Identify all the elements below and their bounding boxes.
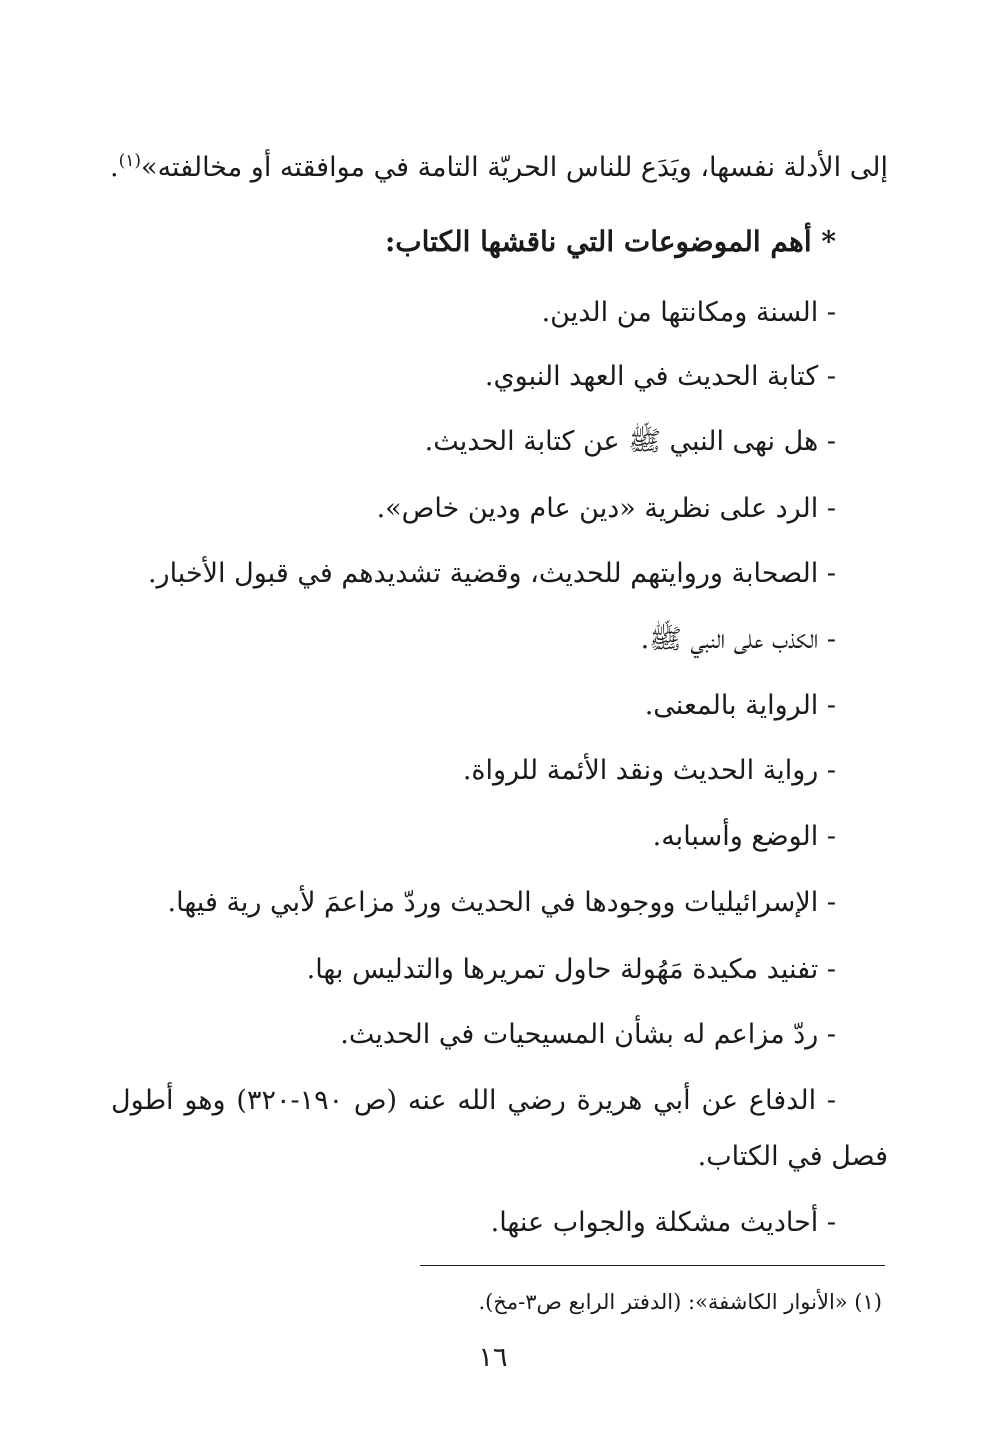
list-item: - الكذب على النبي ﷺ.	[640, 624, 836, 655]
list-item: - هل نهى النبي ﷺ عن كتابة الحديث.	[424, 426, 836, 457]
list-item: - الرد على نظرية «دين عام ودين خاص».	[376, 493, 836, 524]
list-item: - الرواية بالمعنى.	[644, 690, 836, 721]
list-item: - كتابة الحديث في العهد النبوي.	[484, 361, 836, 392]
list-item-long-line2: فصل في الكتاب.	[697, 1141, 888, 1172]
list-item: - الإسرائيليات ووجودها في الحديث وردّ مزاعمَ لأبي رية فيها.	[167, 887, 836, 918]
intro-line	[110, 148, 888, 188]
list-item: - الوضع وأسبابه.	[652, 821, 836, 852]
section-heading: * أهم الموضوعات التي ناقشها الكتاب:	[384, 225, 836, 258]
footnote-divider	[420, 1265, 885, 1266]
intro-end: .	[110, 152, 119, 183]
list-item: - ردّ مزاعم له بشأن المسيحيات في الحديث.	[340, 1019, 836, 1050]
footnote: (١) «الأنوار الكاشفة»: (الدفتر الرابع ص٣-مخ).	[478, 1290, 882, 1314]
list-item-long-line1: - الدفاع عن أبي هريرة رضي الله عنه (ص ١٩٠-٣٢٠) وهو أطول	[111, 1085, 836, 1116]
intro-text: إلى الأدلة نفسها، ويَدَع للناس الحريّة التامة في موافقته أو مخالفته»	[141, 152, 888, 183]
list-item: - السنة ومكانتها من الدين.	[541, 297, 836, 328]
list-item: - أحاديث مشكلة والجواب عنها.	[490, 1207, 836, 1238]
list-item: - الصحابة وروايتهم للحديث، وقضية تشديدهم في قبول الأخبار.	[147, 558, 836, 589]
list-item: - تفنيد مكيدة مَهُولة حاول تمريرها والتدليس بها.	[306, 954, 836, 985]
page-number: ١٦	[478, 1342, 508, 1373]
list-item: - رواية الحديث ونقد الأئمة للرواة.	[462, 755, 836, 786]
footnote-reference: (١)	[118, 151, 142, 171]
